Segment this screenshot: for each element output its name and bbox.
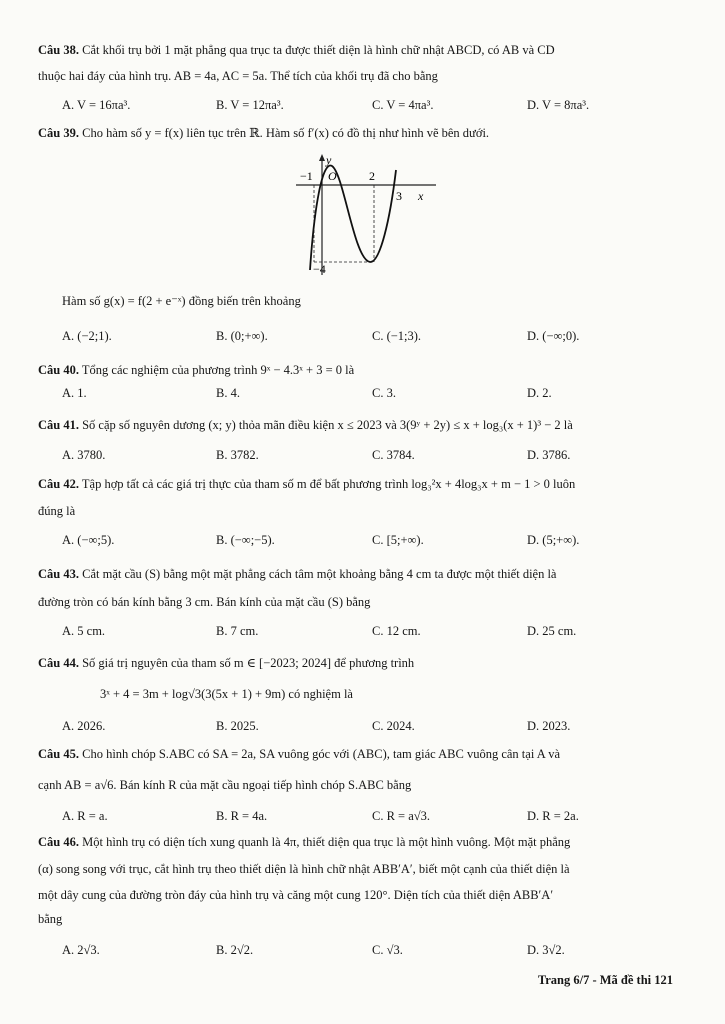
page-footer: Trang 6/7 - Mã đề thi 121 — [537, 973, 673, 987]
origin-label: O — [328, 169, 337, 183]
q42-label: Câu 42. — [38, 477, 79, 491]
q44-line-1 — [38, 655, 697, 671]
tick-label-3: 3 — [396, 189, 402, 203]
q42-option-a: A. (−∞;5). — [62, 533, 115, 547]
q46-text-1: Một hình trụ có diện tích xung quanh là 4π, thiết diện qua trục là một hình vuông. Một mặt phẳng — [82, 835, 571, 849]
tick-label-neg1: −1 — [300, 169, 313, 183]
q43-label: Câu 43. — [38, 567, 79, 581]
q39-label: Câu 39. — [38, 126, 79, 140]
q41-option-c: C. 3784. — [372, 448, 415, 462]
q46-text-3: một dây cung của đường tròn đáy của hình trụ và căng một cung 120°. Diện tích của thiết diện ABB′A′ — [38, 888, 554, 902]
derivative-curve — [310, 166, 396, 270]
q45-label: Câu 45. — [38, 747, 79, 761]
q38-option-a: A. V = 16πa³. — [62, 98, 131, 112]
q45-option-d: D. R = 2a. — [527, 809, 579, 823]
q44-option-d: D. 2023. — [527, 719, 571, 733]
q43-option-a: A. 5 cm. — [62, 624, 106, 638]
q46-option-b: B. 2√2. — [216, 943, 254, 957]
q41-option-b: B. 3782. — [216, 448, 259, 462]
q46-option-d: D. 3√2. — [527, 943, 565, 957]
q42-line-1 — [38, 476, 697, 492]
q46-line-1 — [38, 834, 697, 850]
q43-text-1: Cắt mặt cầu (S) bằng một mặt phẳng cách tâm một khoảng bằng 4 cm ta được một thiết diện là — [82, 567, 557, 581]
q39-option-a: A. (−2;1). — [62, 329, 112, 343]
q42-text-2: đúng là — [38, 504, 76, 518]
q38-text-2: thuộc hai đáy của hình trụ. AB = 4a, AC = 5a. Thể tích của khối trụ đã cho bằng — [38, 69, 438, 83]
q42-option-d: D. (5;+∞). — [527, 533, 580, 547]
q39-option-b: B. (0;+∞). — [216, 329, 268, 343]
q39-line-1 — [38, 125, 697, 141]
q43-option-b: B. 7 cm. — [216, 624, 259, 638]
q38-option-b: B. V = 12πa³. — [216, 98, 284, 112]
q43-option-c: C. 12 cm. — [372, 624, 421, 638]
q39-option-c: C. (−1;3). — [372, 329, 422, 343]
q38-option-c: C. V = 4πa³. — [372, 98, 434, 112]
q41-option-d: D. 3786. — [527, 448, 571, 462]
q46-option-a: A. 2√3. — [62, 943, 100, 957]
q42-text-1: Tập hợp tất cả các giá trị thực của tham số m để bất phương trình log₃²x + 4log₃x + m − 1 > 0 luôn — [81, 477, 576, 491]
q38-text-1: Cắt khối trụ bởi 1 mặt phẳng qua trục ta được thiết diện là hình chữ nhật ABCD, có AB và CD — [82, 43, 555, 57]
x-axis-label: x — [418, 189, 424, 203]
q43-option-d: D. 25 cm. — [527, 624, 577, 638]
q40-option-a: A. 1. — [62, 386, 87, 400]
q44-text-1: Số giá trị nguyên của tham số m ∈ [−2023; 2024] để phương trình — [82, 656, 415, 670]
q38-label: Câu 38. — [38, 43, 79, 57]
q46-option-c: C. √3. — [372, 943, 403, 957]
q41-text-1: Số cặp số nguyên dương (x; y) thỏa mãn điều kiện x ≤ 2023 và 3(9ʸ + 2y) ≤ x + log₃(x + 1)³ − 2 là — [82, 418, 573, 432]
q46-text-4: bằng — [38, 912, 63, 926]
q46-text-2: (α) song song với trục, cắt hình trụ theo thiết diện là hình chữ nhật ABB′A′, biết một cạnh của thiết diện là — [38, 862, 570, 876]
q41-option-a: A. 3780. — [62, 448, 106, 462]
q39-text-2: Hàm số g(x) = f(2 + e⁻ˣ) đồng biến trên khoảng — [62, 294, 301, 308]
q44-text-2: 3ˣ + 4 = 3m + log√3(3(5x + 1) + 9m) có nghiệm là — [100, 687, 353, 701]
q43-line-1 — [38, 566, 697, 582]
q45-option-a: A. R = a. — [62, 809, 108, 823]
tick-label-2: 2 — [369, 169, 375, 183]
q40-label: Câu 40. — [38, 363, 79, 377]
y-axis-arrow — [319, 154, 325, 161]
tick-label-neg4: −4 — [313, 262, 326, 276]
y-axis-label: y — [326, 153, 332, 167]
q45-option-c: C. R = a√3. — [372, 809, 431, 823]
q45-line-1 — [38, 746, 697, 762]
q42-option-c: C. [5;+∞). — [372, 533, 424, 547]
q41-label: Câu 41. — [38, 418, 79, 432]
q45-text-2: cạnh AB = a√6. Bán kính R của mặt cầu ngoại tiếp hình chóp S.ABC bằng — [38, 778, 412, 792]
q40-option-d: D. 2. — [527, 386, 552, 400]
q38-option-d: D. V = 8πa³. — [527, 98, 590, 112]
q41-line-1 — [38, 417, 697, 433]
q44-option-a: A. 2026. — [62, 719, 106, 733]
q45-text-1: Cho hình chóp S.ABC có SA = 2a, SA vuông góc với (ABC), tam giác ABC vuông cân tại A và — [82, 747, 560, 761]
q46-label: Câu 46. — [38, 835, 79, 849]
q44-option-b: B. 2025. — [216, 719, 259, 733]
q39-option-d: D. (−∞;0). — [527, 329, 580, 343]
q40-option-c: C. 3. — [372, 386, 396, 400]
q44-option-c: C. 2024. — [372, 719, 415, 733]
q45-option-b: B. R = 4a. — [216, 809, 268, 823]
q40-option-b: B. 4. — [216, 386, 240, 400]
q40-text-1: Tổng các nghiệm của phương trình 9ˣ − 4.3ˣ + 3 = 0 là — [81, 363, 355, 377]
q44-label: Câu 44. — [38, 656, 79, 670]
q39-text-1: Cho hàm số y = f(x) liên tục trên ℝ. Hàm số f′(x) có đồ thị như hình vẽ bên dưới. — [82, 126, 490, 140]
q38-line-1 — [38, 42, 697, 58]
q40-line-1 — [38, 362, 697, 378]
q42-option-b: B. (−∞;−5). — [216, 533, 275, 547]
derivative-graph — [286, 150, 446, 280]
q43-text-2: đường tròn có bán kính bằng 3 cm. Bán kính của mặt cầu (S) bằng — [38, 595, 371, 609]
